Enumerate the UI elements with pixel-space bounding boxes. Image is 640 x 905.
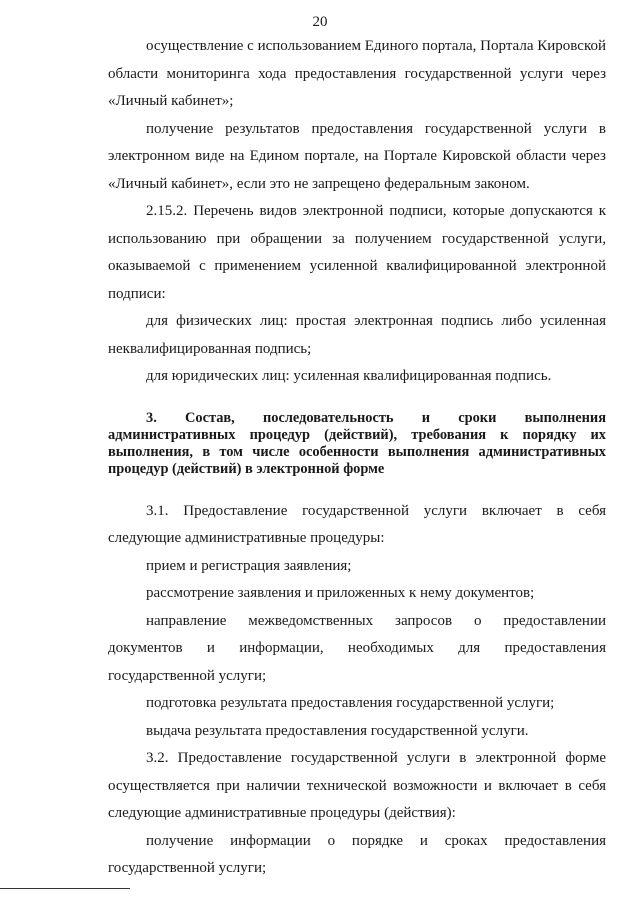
document-body [108, 33, 606, 883]
footnote-divider [0, 888, 130, 889]
list-item-result-issuance: выдача результата предоставления государственной услуги. [146, 722, 529, 739]
paragraph-result-receipt: получение результатов предоставления государственной услуги в электронном виде на Едином портале, на Портале Кировской области через «Личный кабинет», если это не запрещено федеральным законом. [108, 120, 606, 192]
paragraph-legal-entities: для юридических лиц: усиленная квалифицированная подпись. [146, 368, 552, 384]
list-item-information: получение информации о порядке и сроках предоставления государственной услуги; [108, 832, 606, 876]
list-item-interagency-requests: направление межведомственных запросов о предоставлении документов и информации, необходимых для предоставления государственной услуги; [108, 612, 606, 684]
section-heading: 3. Состав, последовательность и сроки выполнения административных процедур (действий), требования к порядку их выполнения, в том числе особенности выполнения административных процедур (действий) в электронной форме [108, 409, 606, 477]
list-item-result-preparation: подготовка результата предоставления государственной услуги; [146, 695, 555, 711]
paragraph-3-2: 3.2. Предоставление государственной услуги в электронной форме осуществляется при наличии технической возможности и включает в себя следующие административные процедуры (действия): [108, 750, 606, 821]
paragraph-individuals: для физических лиц: простая электронная подпись либо усиленная неквалифицированная подпись; [108, 313, 606, 357]
paragraph-signature-types: 2.15.2. Перечень видов электронной подписи, которые допускаются к использованию при обращении за получением государственной услуги, оказываемой с применением усиленной квалифицированной электронной подписи: [108, 203, 606, 302]
page-number: 20 [312, 14, 328, 30]
list-item-review: рассмотрение заявления и приложенных к нему документов; [146, 585, 535, 601]
list-item-reception: прием и регистрация заявления; [146, 557, 352, 574]
paragraph-portal-monitoring: осуществление с использованием Единого портала, Портала Кировской области мониторинга хода предоставления государственной услуги через «Личный кабинет»; [108, 38, 606, 109]
paragraph-3-1: 3.1. Предоставление государственной услуги включает в себя следующие административные процедуры: [108, 502, 606, 546]
